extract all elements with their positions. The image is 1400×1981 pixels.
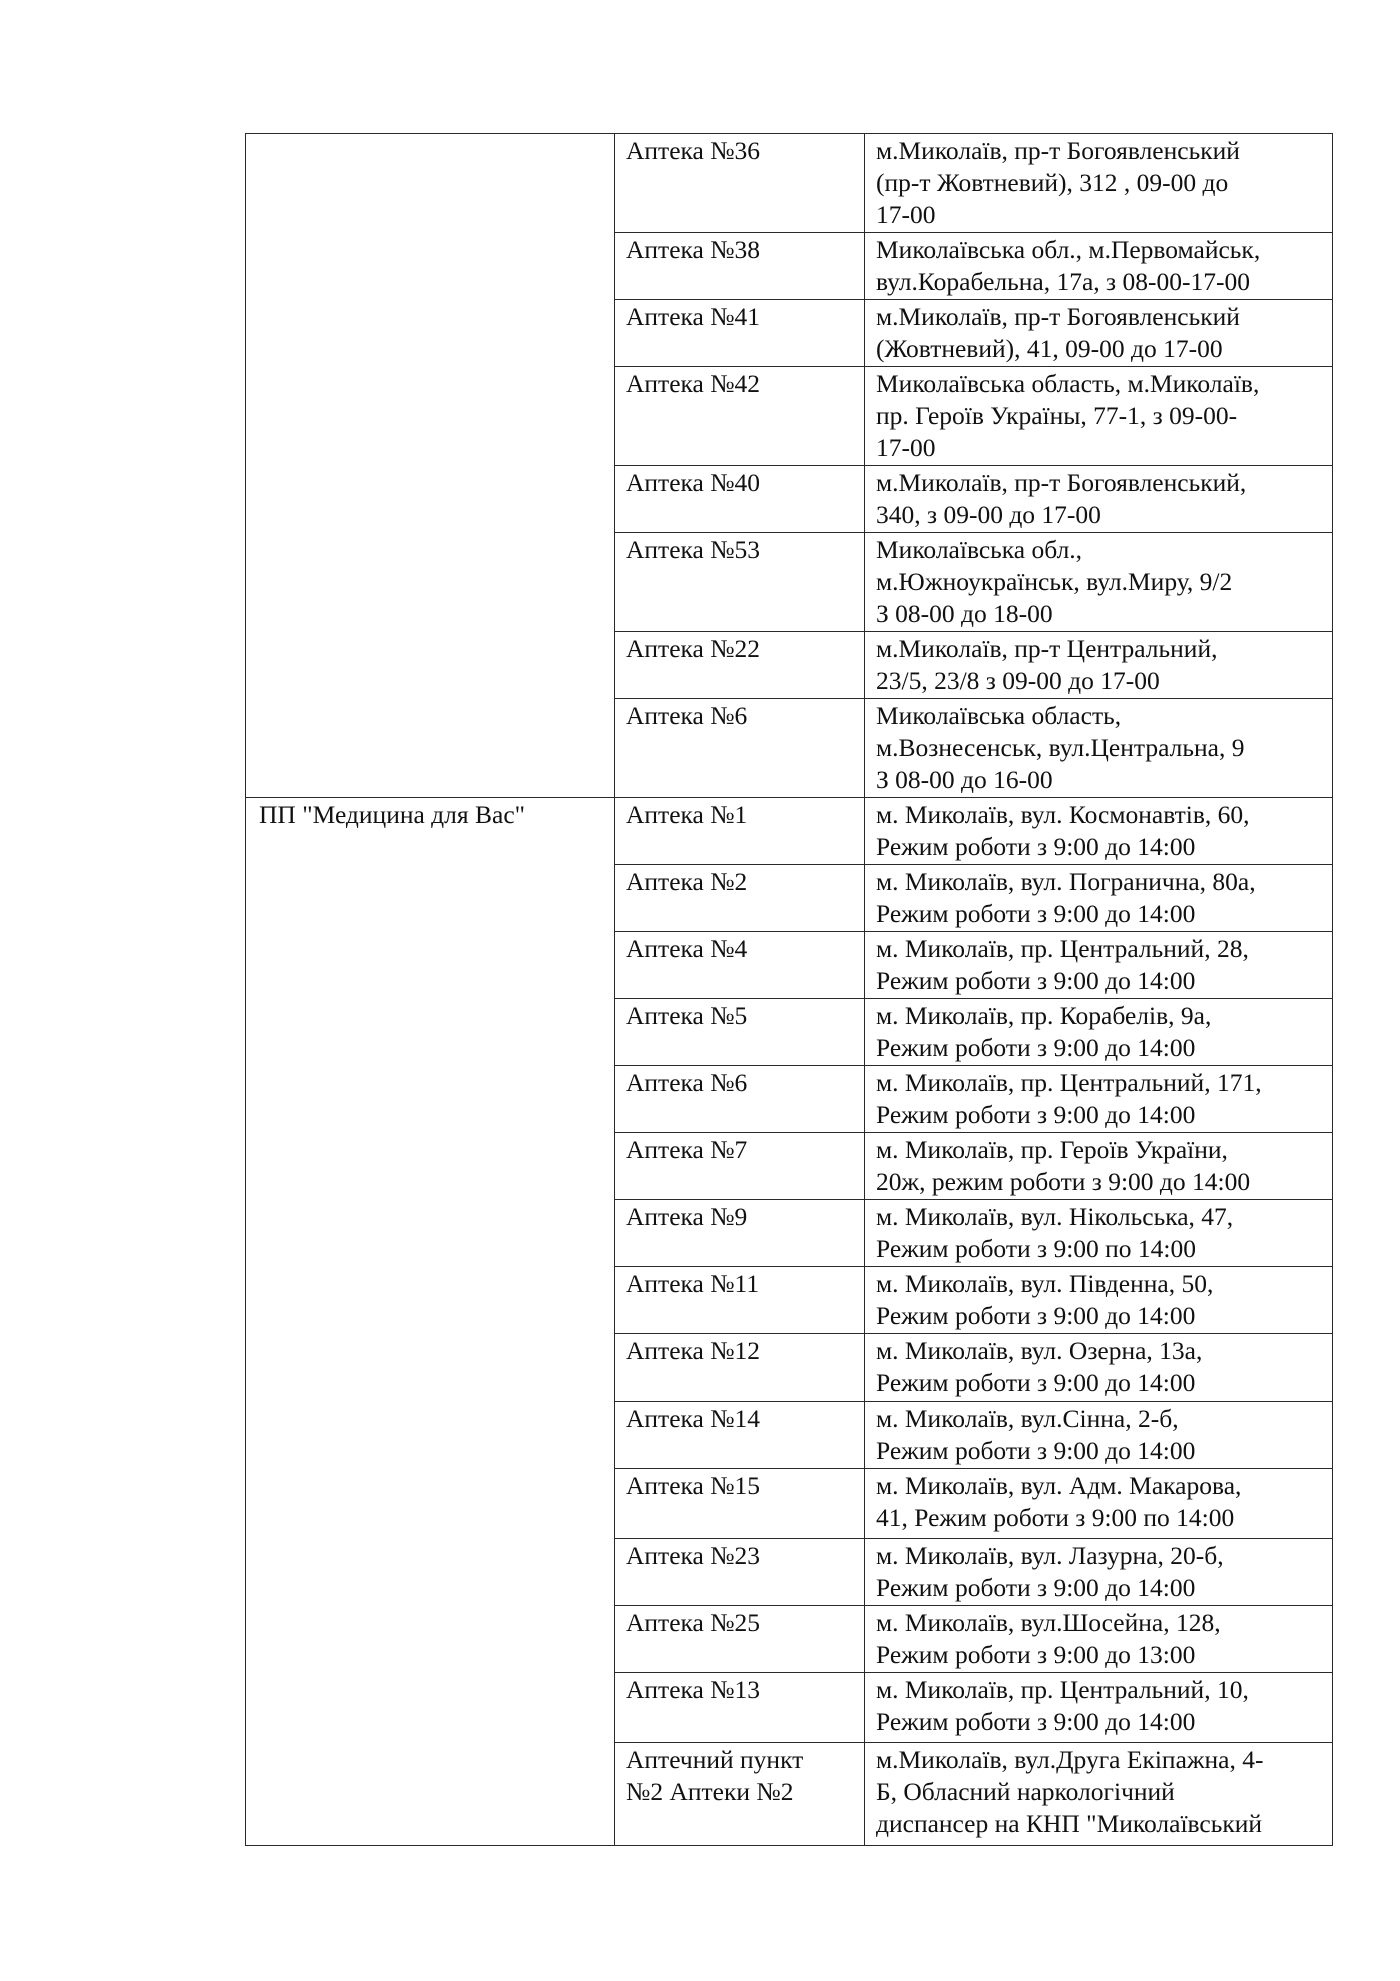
pharmacy-address-cell: м.Миколаїв, пр-т Центральний, 23/5, 23/8 з 09-00 до 17-00 <box>865 632 1333 699</box>
pharmacy-address-cell: Миколаївська обл., м.Первомайськ, вул.Корабельна, 17а, з 08-00-17-00 <box>865 233 1333 300</box>
pharmacy-address-cell: м. Миколаїв, вул. Космонавтів, 60, Режим роботи з 9:00 до 14:00 <box>865 798 1333 865</box>
pharmacy-address-cell: м. Миколаїв, пр. Корабелів, 9а, Режим роботи з 9:00 до 14:00 <box>865 999 1333 1066</box>
pharmacy-address-cell: м.Миколаїв, вул.Друга Екіпажна, 4- Б, Обласний наркологічний диспансер на КНП "Миколаївський <box>865 1743 1333 1846</box>
pharmacy-table <box>245 133 1333 1846</box>
pharmacy-name-cell: Аптека №40 <box>615 466 865 533</box>
pharmacy-name-cell: Аптека №7 <box>615 1133 865 1200</box>
pharmacy-name-cell: Аптека №4 <box>615 932 865 999</box>
pharmacy-address-cell: м.Миколаїв, пр-т Богоявленський (пр-т Жовтневий), 312 , 09-00 до 17-00 <box>865 134 1333 233</box>
pharmacy-address-cell: м. Миколаїв, пр. Центральний, 171, Режим роботи з 9:00 до 14:00 <box>865 1066 1333 1133</box>
pharmacy-name-cell: Аптека №2 <box>615 865 865 932</box>
pharmacy-address-cell: м. Миколаїв, пр. Центральний, 28, Режим роботи з 9:00 до 14:00 <box>865 932 1333 999</box>
pharmacy-name-cell: Аптека №22 <box>615 632 865 699</box>
pharmacy-address-cell: Миколаївська область, м.Миколаїв, пр. Героїв Україны, 77-1, з 09-00- 17-00 <box>865 367 1333 466</box>
pharmacy-name-cell: Аптека №36 <box>615 134 865 233</box>
pharmacy-name-cell: Аптека №14 <box>615 1402 865 1469</box>
table-row <box>246 134 1333 233</box>
pharmacy-address-cell: м. Миколаїв, вул. Погранична, 80а, Режим роботи з 9:00 до 14:00 <box>865 865 1333 932</box>
pharmacy-name-cell: Аптека №38 <box>615 233 865 300</box>
pharmacy-name-cell: Аптечний пункт №2 Аптеки №2 <box>615 1743 865 1846</box>
pharmacy-name-cell: Аптека №11 <box>615 1267 865 1334</box>
pharmacy-name-cell: Аптека №15 <box>615 1469 865 1539</box>
organization-cell <box>246 134 615 798</box>
pharmacy-table-body <box>246 134 1333 1846</box>
pharmacy-name-cell: Аптека №9 <box>615 1200 865 1267</box>
pharmacy-name-cell: Аптека №1 <box>615 798 865 865</box>
pharmacy-address-cell: м. Миколаїв, вул. Лазурна, 20-б, Режим роботи з 9:00 до 14:00 <box>865 1539 1333 1606</box>
pharmacy-name-cell: Аптека №12 <box>615 1334 865 1402</box>
pharmacy-name-cell: Аптека №25 <box>615 1606 865 1673</box>
pharmacy-name-cell: Аптека №53 <box>615 533 865 632</box>
pharmacy-address-cell: Миколаївська область, м.Вознесенськ, вул.Центральна, 9 З 08-00 до 16-00 <box>865 699 1333 798</box>
table-row <box>246 798 1333 865</box>
pharmacy-address-cell: Миколаївська обл., м.Южноукраїнськ, вул.Миру, 9/2 З 08-00 до 18-00 <box>865 533 1333 632</box>
pharmacy-address-cell: м. Миколаїв, вул. Нікольська, 47, Режим роботи з 9:00 по 14:00 <box>865 1200 1333 1267</box>
pharmacy-address-cell: м. Миколаїв, вул.Сінна, 2-б, Режим роботи з 9:00 до 14:00 <box>865 1402 1333 1469</box>
organization-cell: ПП "Медицина для Вас" <box>246 798 615 1846</box>
pharmacy-name-cell: Аптека №42 <box>615 367 865 466</box>
pharmacy-address-cell: м. Миколаїв, вул. Озерна, 13а, Режим роботи з 9:00 до 14:00 <box>865 1334 1333 1402</box>
pharmacy-name-cell: Аптека №6 <box>615 699 865 798</box>
pharmacy-address-cell: м. Миколаїв, вул.Шосейна, 128, Режим роботи з 9:00 до 13:00 <box>865 1606 1333 1673</box>
pharmacy-name-cell: Аптека №6 <box>615 1066 865 1133</box>
pharmacy-name-cell: Аптека №23 <box>615 1539 865 1606</box>
pharmacy-name-cell: Аптека №13 <box>615 1673 865 1743</box>
pharmacy-address-cell: м.Миколаїв, пр-т Богоявленський (Жовтневий), 41, 09-00 до 17-00 <box>865 300 1333 367</box>
pharmacy-address-cell: м. Миколаїв, вул. Південна, 50, Режим роботи з 9:00 до 14:00 <box>865 1267 1333 1334</box>
pharmacy-address-cell: м. Миколаїв, пр. Центральний, 10, Режим роботи з 9:00 до 14:00 <box>865 1673 1333 1743</box>
pharmacy-address-cell: м. Миколаїв, пр. Героїв України, 20ж, режим роботи з 9:00 до 14:00 <box>865 1133 1333 1200</box>
pharmacy-address-cell: м.Миколаїв, пр-т Богоявленський, 340, з 09-00 до 17-00 <box>865 466 1333 533</box>
pharmacy-name-cell: Аптека №5 <box>615 999 865 1066</box>
pharmacy-name-cell: Аптека №41 <box>615 300 865 367</box>
pharmacy-address-cell: м. Миколаїв, вул. Адм. Макарова, 41, Режим роботи з 9:00 по 14:00 <box>865 1469 1333 1539</box>
